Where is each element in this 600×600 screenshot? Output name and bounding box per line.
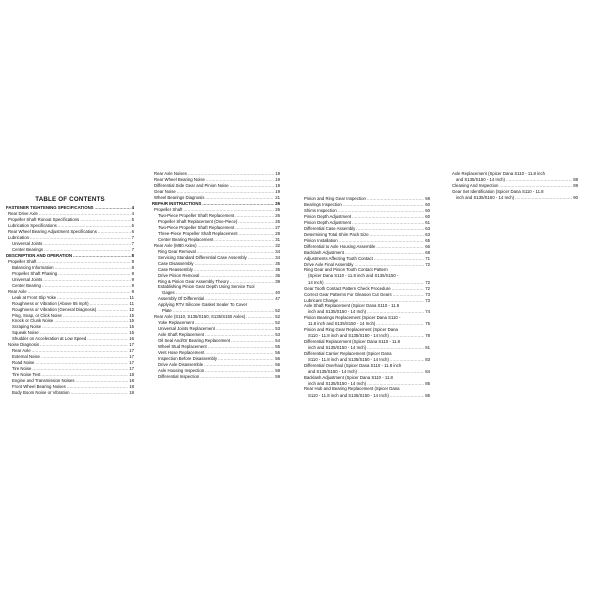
toc-entry-page: 71 xyxy=(425,255,430,261)
toc-entry-title: Front Wheel Bearing Noises xyxy=(12,383,66,389)
toc-entry-page: 8 xyxy=(131,270,134,276)
toc-entry-title: Axle Replacement (Spicer Dana S110 - 11.8 inch xyxy=(452,171,545,176)
toc-entry-page: 35 xyxy=(275,266,280,272)
toc-entry-page: 8 xyxy=(131,264,134,270)
toc-entry-title: Inspection Before Disassembly xyxy=(158,355,217,361)
toc-entry-title: Scraping Noise xyxy=(12,324,42,330)
toc-entry-title: FASTENER TIGHTENING SPECIFICATIONS xyxy=(6,205,94,211)
toc-entry-title: Center Bearings xyxy=(12,247,44,253)
toc-entry-title: Plate xyxy=(162,308,172,314)
toc-entry-title: Lubrication Specifications xyxy=(8,223,57,229)
toc-entry-page: 17 xyxy=(129,348,134,354)
toc-entry-page: 39 xyxy=(275,278,280,284)
toc-entry-page: 86 xyxy=(425,392,430,398)
toc-entry-title: Tire Noise xyxy=(12,366,32,372)
toc-entry-title: (Spicer Dana S110 - 11.8 inch and S135/S150 - xyxy=(308,273,399,279)
toc-entry-page: 28 xyxy=(275,230,280,236)
toc-entry-title: DESCRIPTION AND OPERATION xyxy=(6,253,73,258)
toc-leader-dots xyxy=(515,195,572,201)
toc-entry-title: Gear Noise xyxy=(154,189,176,195)
toc-entry-title: S110 - 11.8 inch and S135/S150 - 14 Inch) xyxy=(308,357,389,363)
toc-entry-page: 7 xyxy=(131,241,134,247)
toc-entry-title: Rear Axle (S110, S135/S150, S135/S150 Axles) xyxy=(154,314,246,320)
toc-entry-title: Squeak Noise xyxy=(12,330,39,336)
toc-title: TABLE OF CONTENTS xyxy=(35,196,105,203)
toc-entry-page: 34 xyxy=(275,254,280,260)
toc-entry-page: 83 xyxy=(425,357,430,363)
toc-entry-title: Engine and Transmission Noises xyxy=(12,377,75,383)
toc-entry-page: 68 xyxy=(425,249,430,255)
toc-entry-page: 56 xyxy=(275,355,280,361)
toc-entry-page: 6 xyxy=(131,229,134,235)
toc-entry-title: Pinion and Ring Gear Replacement (Spicer Dana xyxy=(304,326,398,332)
toc-entry-page: 8 xyxy=(131,258,134,264)
toc-entry-title: Rear Drive Axle xyxy=(8,211,38,217)
toc-entry-title: Axle Shaft Replacement (Spicer Dana S110 - 11.8 xyxy=(304,303,400,309)
toc-entry-title: Lubricant Change xyxy=(304,297,338,303)
toc-entry-title: Balancing Information xyxy=(12,264,54,270)
toc-entry-title: Correct Gear Patterns For Gleason Cut Gears xyxy=(304,291,392,297)
toc-entry-title: Two-Piece Propeller Shaft Replacement xyxy=(158,224,235,230)
toc-entry-page: 61 xyxy=(425,220,430,226)
toc-entry-page: 19 xyxy=(275,171,280,177)
toc-leader-dots xyxy=(70,390,128,396)
toc-entry-page: 55 xyxy=(275,343,280,349)
toc-entry-page: 84 xyxy=(425,368,430,374)
toc-entry-title: 14 Inch) xyxy=(308,279,324,285)
toc-entry-title: Backlash Adjustment (Spicer Dana S110 - 11.8 xyxy=(304,374,393,380)
toc-entry-page: 72 xyxy=(425,285,430,291)
toc-entry-page: 52 xyxy=(275,308,280,314)
toc-entry-page: 15 xyxy=(129,312,134,318)
toc-entry-title: inch and S135/S150 - 14 Inch) xyxy=(308,345,367,351)
toc-entry-page: 59 xyxy=(425,196,430,202)
toc-entry-page: 4 xyxy=(131,211,134,217)
toc-entry-title: Axle Housing Inspection xyxy=(158,367,205,373)
toc-entry-title: Differential Inspection xyxy=(158,373,200,379)
toc-entry-title: Shudder on Acceleration at Low Speed xyxy=(12,336,87,342)
toc-entry-page: 34 xyxy=(275,248,280,254)
toc-entry-title: Center Bearing Replacement xyxy=(158,236,214,242)
toc-entry-title: Cleaning And Inspection xyxy=(452,183,499,189)
toc-entry-page: 31 xyxy=(275,236,280,242)
toc-entry-title: Servicing Standard Differential Case Assembly xyxy=(158,254,247,260)
toc-entry-title: Differential Replacement (Spicer Dana S110 - 11.8 xyxy=(304,338,401,344)
toc-entry-page: 60 xyxy=(425,214,430,220)
toc-entry-title: Rear Axle Noises xyxy=(154,171,187,177)
toc-entry-title: Differential Overhaul (Spicer Dana S110 - 11.8 inch xyxy=(304,362,402,368)
toc-entry-title: Ring & Pinion Gear Assembly Theory xyxy=(158,278,229,284)
toc-entry-page: 73 xyxy=(425,297,430,303)
toc-entry-page: 11 xyxy=(129,300,134,306)
toc-entry-title: Universal Joints xyxy=(12,276,43,282)
toc-entry-page: 85 xyxy=(425,380,430,386)
toc-entry-title: Case Disassembly xyxy=(158,260,194,266)
toc-entry-page: 15 xyxy=(129,318,134,324)
toc-entry-page: 17 xyxy=(129,342,134,348)
toc-entry-title: Roughness or Vibration (Above 55 mph) xyxy=(12,300,89,306)
toc-entry-page: 56 xyxy=(275,349,280,355)
toc-entry-page: 81 xyxy=(425,345,430,351)
toc-entry-title: Gear Set Identification (Spicer Dana S110 - 11.8 xyxy=(452,188,544,194)
toc-entry-page: 26 xyxy=(275,213,280,219)
toc-entry-title: Pinion Depth Adjustment xyxy=(304,220,352,226)
toc-entry-title: Vent Hose Replacement xyxy=(158,349,205,355)
toc-entry-title: Adjustments Affecting Tooth Contact xyxy=(304,255,373,261)
toc-entry-title: Pinion and Ring Gear Inspection xyxy=(304,196,366,202)
toc-entry-page: 40 xyxy=(275,290,280,296)
toc-entry-page: 60 xyxy=(425,202,430,208)
toc-leader-dots xyxy=(200,374,274,380)
toc-entry-title: Differential Side Gear and Pinion Noise xyxy=(154,183,229,189)
toc-entry-page: 26 xyxy=(275,219,280,224)
toc-entry-title: inch and S135/S150 - 14 Inch) xyxy=(456,195,515,201)
toc-entry-page: 89 xyxy=(573,183,578,189)
toc-entry-title: Wheel Stud Replacement xyxy=(158,343,207,349)
toc-entry-page: 27 xyxy=(275,224,280,230)
toc-entry-page: 63 xyxy=(425,226,430,232)
toc-entry-page: 35 xyxy=(275,260,280,266)
toc-entry-page: 8 xyxy=(131,253,134,258)
toc-entry-page: 53 xyxy=(275,332,280,338)
toc-entry-title: Oil Seal And/Or Bearing Replacement xyxy=(158,338,231,343)
toc-entry-title: Pinion Installation xyxy=(304,238,338,244)
toc-entry-page: 12 xyxy=(129,306,134,312)
toc-entry[interactable] xyxy=(456,195,578,201)
toc-entry-page: 18 xyxy=(129,372,134,377)
toc-entry-page: 4 xyxy=(131,205,134,211)
toc-entry-title: Center Bearing xyxy=(12,282,41,288)
toc-entry-title: Bearings Inspection xyxy=(304,202,342,208)
toc-entry-page: 72 xyxy=(425,279,430,285)
toc-entry-title: Yoke Replacement xyxy=(158,320,194,326)
toc-entry-page: 7 xyxy=(131,235,134,241)
toc-entry-page: 11 xyxy=(129,294,134,300)
toc-entry-title: REPAIR INSTRUCTIONS xyxy=(152,201,202,207)
toc-entry-page: 21 xyxy=(275,195,280,201)
toc-entry-title: inch and S135/S150 - 14 Inch) xyxy=(308,380,367,386)
toc-entry-page: 53 xyxy=(275,326,280,332)
toc-entry-title: Assembly Of Differential xyxy=(158,296,205,302)
toc-entry[interactable] xyxy=(158,373,280,379)
toc-entry-page: 18 xyxy=(129,389,134,395)
toc-entry-title: Knock or Clunk Noise xyxy=(12,318,54,324)
toc-entry-title: Backlash Adjustment xyxy=(304,249,344,255)
toc-entry-title: Propeller Shaft Runout Specifications xyxy=(8,217,80,223)
toc-entry-page: 15 xyxy=(129,324,134,330)
toc-entry-title: Shims Inspection xyxy=(304,208,337,214)
toc-entry-title: Ring Gear Removal xyxy=(158,248,196,254)
toc-entry-title: Determining Total Shim Pack Size xyxy=(304,232,369,238)
toc-entry-title: Case Reassembly xyxy=(158,266,193,272)
toc-entry-title: Rear Axle (M80 Axles) xyxy=(154,242,197,248)
toc-entry-page: 36 xyxy=(275,272,280,278)
toc-entry-title: Wheel Bearings Diagnosis xyxy=(154,195,205,201)
toc-entry[interactable] xyxy=(12,389,134,395)
toc-entry-page: 60 xyxy=(425,208,430,214)
toc-entry-title: Rear Axle xyxy=(8,288,27,294)
toc-entry-title: Rear Wheel Bearing Adjustment Specifications xyxy=(8,229,97,235)
toc-entry-title: Rear Axle xyxy=(12,348,31,354)
toc-entry-page: 18 xyxy=(129,377,134,383)
toc-entry-page: 26 xyxy=(275,207,280,213)
toc-entry-page: 5 xyxy=(131,217,134,223)
toc-entry-page: 19 xyxy=(275,183,280,189)
toc-entry-page: 65 xyxy=(425,238,430,244)
toc-entry-title: Rear Wheel Bearing Noise xyxy=(154,177,205,183)
toc-entry-page: 75 xyxy=(425,321,430,327)
toc-entry-title: Pinion Bearings Replacement (Spicer Dana S110 - xyxy=(304,315,401,320)
toc-entry-page: 17 xyxy=(129,366,134,372)
toc-entry-title: Ping, Snap, or Click Noise xyxy=(12,312,62,318)
toc-entry-title: Gages xyxy=(162,290,175,296)
toc-entry-page: 54 xyxy=(275,338,280,343)
toc-entry-page: 32 xyxy=(275,242,280,248)
toc-entry-page: 26 xyxy=(275,201,280,207)
toc-entry-title: 11.8 inch and S135/S150 - 14 Inch) xyxy=(308,321,376,327)
toc-entry-page: 88 xyxy=(573,177,578,183)
toc-entry-page: 66 xyxy=(425,244,430,249)
toc-entry-title: Lubrication xyxy=(8,235,30,241)
toc-entry-title: Differential Carrier Replacement (Spicer Dana xyxy=(304,350,392,356)
toc-entry-page: 6 xyxy=(131,223,134,229)
toc-entry-title: and S135/S150 - 14 Inch) xyxy=(456,177,505,183)
toc-entry-page: 59 xyxy=(275,373,280,379)
toc-entry[interactable] xyxy=(308,392,430,398)
toc-entry-title: Universal Joints xyxy=(12,241,43,247)
toc-entry-title: Body Boom Noise or Vibration xyxy=(12,389,70,395)
toc-entry-title: Propeller Shaft Phasing xyxy=(12,270,58,276)
toc-entry-page: 19 xyxy=(275,189,280,195)
toc-entry-page: 78 xyxy=(425,333,430,339)
toc-entry-title: Road Noise xyxy=(12,360,35,366)
toc-entry-page: 52 xyxy=(275,314,280,320)
toc-entry-title: Establishing Pinion Gear Depth Using Service Tool xyxy=(158,284,255,290)
toc-entry-page: 7 xyxy=(131,247,134,253)
toc-entry-page: 16 xyxy=(129,336,134,342)
toc-entry-title: Ring Gear and Pinion Tooth Contact Pattern xyxy=(304,267,388,273)
toc-entry-page: 63 xyxy=(425,232,430,238)
toc-entry-title: Three-Piece Propeller Shaft Replacement xyxy=(158,230,238,236)
toc-entry-title: Axle Shaft Replacement xyxy=(158,332,205,338)
toc-entry-title: Noise Diagnosis xyxy=(8,342,40,348)
toc-entry-title: Propeller Shaft Replacement (One-Piece) xyxy=(158,219,238,224)
toc-entry-page: 90 xyxy=(573,195,578,201)
toc-entry-title: Differential Case Assembly xyxy=(304,226,356,232)
toc-entry-page: 74 xyxy=(425,309,430,315)
toc-entry-title: Pinion Depth Adjustment xyxy=(304,214,352,220)
toc-entry-page: 9 xyxy=(131,288,134,294)
toc-entry-title: Universal Joints Replacement xyxy=(158,326,215,332)
toc-entry-title: Drive Axle Final Assembly xyxy=(304,261,354,267)
toc-entry-title: Propeller Shaft xyxy=(8,258,37,264)
toc-entry-page: 19 xyxy=(275,177,280,183)
toc-entry-title: and S135/S150 - 14 Inch) xyxy=(308,368,357,374)
toc-entry-page: 72 xyxy=(425,261,430,267)
toc-entry-title: Drive Pinion Removal xyxy=(158,272,200,278)
toc-entry-title: Gear Tooth Contact Pattern Check Procedure xyxy=(304,285,391,291)
toc-entry-title: Differential to Axle Housing Assemble xyxy=(304,244,376,249)
toc-entry-page: 9 xyxy=(131,276,134,282)
toc-entry-title: Propeller Shaft xyxy=(154,207,183,213)
toc-entry-page: 9 xyxy=(131,282,134,288)
toc-entry-title: Leak at Front Slip Yoke xyxy=(12,294,57,300)
toc-entry-title: Two-Piece Propeller Shaft Replacement xyxy=(158,213,235,219)
toc-entry-title: External Noise xyxy=(12,354,40,360)
toc-leader-dots xyxy=(390,393,424,399)
toc-entry-page: 17 xyxy=(129,360,134,366)
toc-entry-page: 47 xyxy=(275,296,280,302)
toc-entry-page: 15 xyxy=(129,330,134,336)
toc-entry-page: 18 xyxy=(129,383,134,389)
toc-entry-title: Roughness or Vibration (General Diagnosis) xyxy=(12,306,97,312)
toc-entry-title: Tire Noise Test xyxy=(12,372,41,377)
toc-entry-page: 73 xyxy=(425,291,430,297)
toc-entry-title: Drive Axle Disassemble xyxy=(158,361,204,367)
toc-entry-page: 17 xyxy=(129,354,134,360)
toc-entry-title: inch and S135/S150 - 14 Inch) xyxy=(308,309,367,315)
toc-entry-title: S110 - 11.8 inch and S135/S150 - 14 Inch) xyxy=(308,333,389,339)
toc-entry-page: 52 xyxy=(275,320,280,326)
toc-entry-title: S110 - 11.8 inch and S135/S150 - 14 Inch) xyxy=(308,392,389,398)
toc-entry-page: 56 xyxy=(275,361,280,367)
toc-entry-page: 59 xyxy=(275,367,280,373)
toc-entry-title: Rear Hub and Bearing Replacement (Spicer Dana xyxy=(304,386,400,392)
toc-entry-title: Applying RTV Silicone Gasket Sealer To Cover xyxy=(158,301,248,307)
